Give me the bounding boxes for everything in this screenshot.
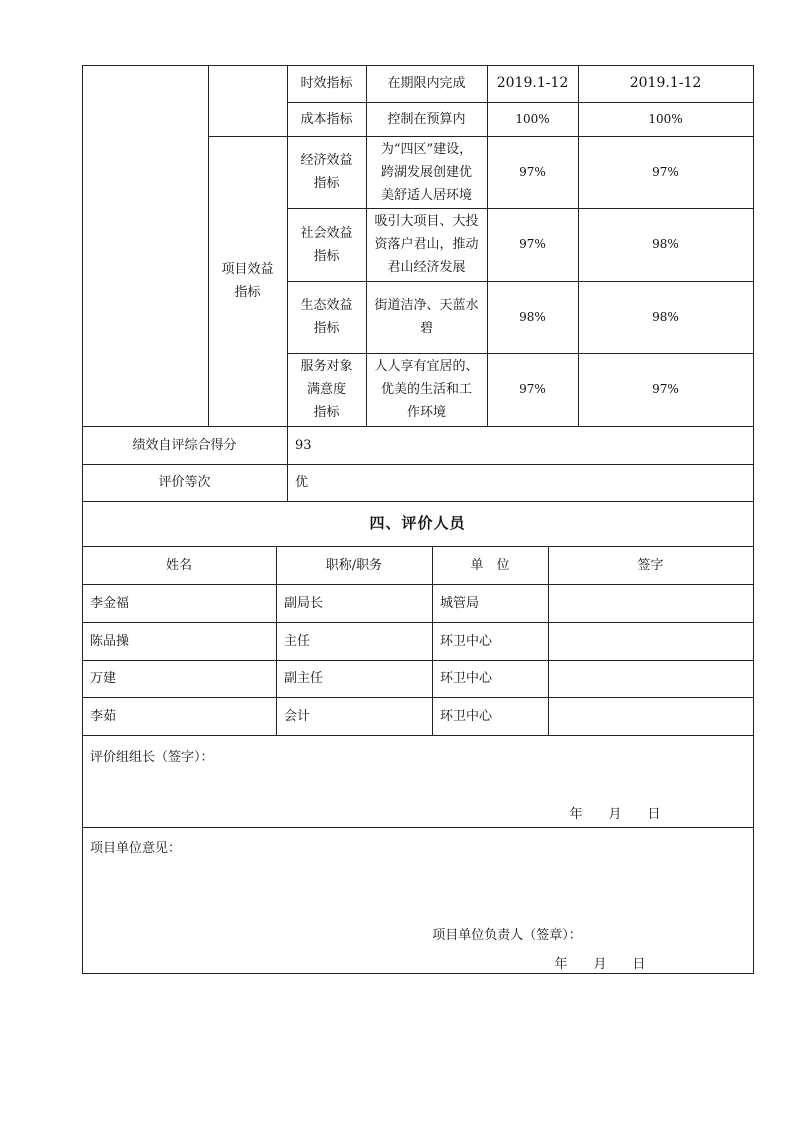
unit-responsible-signature-label: 项目单位负责人（签章）： [432, 927, 582, 943]
rule [82, 827, 753, 828]
social-indicator-target: 97% [519, 237, 546, 251]
unit-opinion-label: 项目单位意见： [90, 840, 182, 856]
cost-indicator-target: 100% [515, 111, 550, 126]
staff-unit: 环卫中心 [440, 708, 493, 724]
unit-opinion-date: 年 月 日 [554, 956, 646, 972]
column-header-title: 职称/职务 [325, 557, 383, 573]
economic-indicator-label: 经济效益 指标 [300, 153, 353, 191]
satisfaction-indicator-actual: 97% [652, 382, 679, 396]
staff-title: 副局长 [284, 595, 324, 611]
staff-name: 李金福 [90, 595, 130, 611]
ecological-indicator-content: 街道洁净、天蓝水 碧 [374, 298, 479, 336]
staff-unit: 环卫中心 [440, 633, 493, 649]
staff-signature [548, 584, 753, 622]
economic-indicator-actual: 97% [652, 164, 679, 179]
social-indicator-content: 吸引大项目、大投 资落户君山，推动 君山经济发展 [374, 214, 479, 275]
score-value: 93 [295, 437, 312, 453]
benefit-indicator-group-label: 项目效益 指标 [221, 262, 274, 300]
grade-value: 优 [295, 475, 309, 490]
rule [82, 735, 753, 736]
cost-indicator-content: 控制在预算内 [387, 111, 466, 127]
grade-label: 评价等次 [158, 475, 211, 490]
staff-name: 李茹 [90, 708, 117, 724]
time-indicator-actual: 2019.1-12 [629, 75, 702, 91]
satisfaction-indicator-target: 97% [519, 382, 546, 396]
section-title: 四、评价人员 [369, 514, 466, 532]
social-indicator-actual: 98% [652, 237, 679, 251]
ecological-indicator-actual: 98% [652, 309, 679, 324]
group-leader-date: 年 月 日 [569, 806, 661, 822]
staff-signature [548, 697, 753, 735]
time-indicator-target: 2019.1-12 [496, 75, 569, 91]
cost-indicator-label: 成本指标 [300, 111, 353, 127]
staff-unit: 环卫中心 [440, 671, 493, 686]
column-header-name: 姓名 [165, 557, 192, 573]
social-indicator-label: 社会效益 指标 [300, 225, 353, 264]
staff-signature [548, 622, 753, 660]
time-indicator-content: 在期限内完成 [387, 76, 466, 91]
satisfaction-indicator-content: 人人享有宜居的、 优美的生活和工 作环境 [374, 359, 479, 420]
economic-indicator-target: 97% [519, 164, 546, 179]
time-indicator-label: 时效指标 [300, 76, 353, 91]
cost-indicator-actual: 100% [648, 111, 683, 126]
staff-unit: 城管局 [440, 595, 480, 611]
score-label: 绩效自评综合得分 [132, 437, 237, 453]
staff-title: 会计 [284, 708, 311, 724]
ecological-indicator-target: 98% [519, 309, 546, 324]
staff-title: 主任 [284, 633, 311, 649]
ecological-indicator-label: 生态效益 指标 [300, 298, 353, 336]
staff-name: 陈品操 [90, 633, 130, 649]
staff-name: 万建 [90, 671, 117, 686]
staff-title: 副主任 [284, 671, 324, 686]
column-header-unit: 单 位 [470, 557, 510, 573]
rule [753, 65, 754, 974]
group-leader-signature-label: 评价组组长（签字）： [90, 749, 214, 765]
column-header-signature: 签字 [637, 557, 664, 573]
economic-indicator-content: 为“四区”建设， 跨湖发展创建优 美舒适人居环境 [380, 141, 473, 203]
staff-signature [548, 660, 753, 697]
satisfaction-indicator-label: 服务对象 满意度 指标 [300, 359, 353, 420]
